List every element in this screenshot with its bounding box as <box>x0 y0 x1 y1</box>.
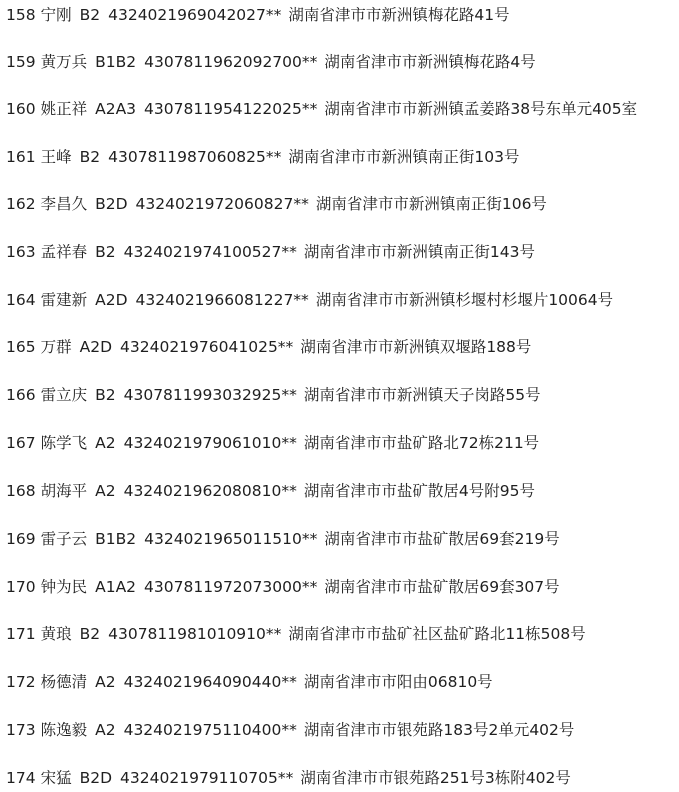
record-address: 湖南省津市市新洲镇南正街103号 <box>288 148 520 166</box>
record-number: 174 <box>6 769 36 787</box>
record-license: B2 <box>95 243 116 261</box>
record-number: 171 <box>6 625 36 643</box>
record-license: A2 <box>95 482 116 500</box>
record-number: 158 <box>6 6 36 24</box>
record-number: 169 <box>6 530 36 548</box>
record-license: B2 <box>79 6 101 24</box>
record-number: 173 <box>6 721 36 739</box>
list-item <box>6 766 571 790</box>
record-address: 湖南省津市市盐矿散居69套307号 <box>324 578 560 596</box>
record-number: 166 <box>6 386 36 404</box>
record-name: 杨德清 <box>40 673 88 691</box>
record-license: A2D <box>95 291 128 309</box>
record-address: 湖南省津市市新洲镇双堰路188号 <box>300 338 532 356</box>
record-name: 孟祥春 <box>40 243 88 261</box>
record-address: 湖南省津市市新洲镇杉堰村杉堰片10064号 <box>315 291 614 309</box>
record-number: 167 <box>6 434 36 452</box>
record-number: 172 <box>6 673 36 691</box>
record-license: B2D <box>79 769 113 787</box>
list-item <box>6 622 586 646</box>
record-number: 165 <box>6 338 36 356</box>
record-name: 钟为民 <box>40 578 88 596</box>
record-name: 雷子云 <box>40 530 88 548</box>
record-license: B2 <box>95 386 116 404</box>
record-license: A2 <box>95 721 116 739</box>
record-address: 湖南省津市市新洲镇梅花路41号 <box>288 6 510 24</box>
record-address: 湖南省津市市阳由06810号 <box>303 673 493 691</box>
record-id: 4324021962080810** <box>123 482 297 500</box>
record-id: 4307811987060825** <box>108 148 282 166</box>
record-number: 159 <box>6 53 36 71</box>
list-item <box>6 575 560 599</box>
record-id: 4307811962092700** <box>144 53 318 71</box>
record-id: 4324021979110705** <box>120 769 294 787</box>
record-id: 4324021972060827** <box>135 195 309 213</box>
list-item <box>6 431 539 455</box>
record-address: 湖南省津市市盐矿散居4号附95号 <box>303 482 535 500</box>
record-license: B1B2 <box>95 530 137 548</box>
record-name: 雷建新 <box>40 291 88 309</box>
record-address: 湖南省津市市新洲镇南正街143号 <box>303 243 535 261</box>
list-item <box>6 670 493 694</box>
record-id: 4307811981010910** <box>108 625 282 643</box>
list-item <box>6 527 560 551</box>
record-address: 湖南省津市市新洲镇梅花路4号 <box>324 53 536 71</box>
record-name: 胡海平 <box>40 482 88 500</box>
record-license: B1B2 <box>95 53 137 71</box>
record-number: 163 <box>6 243 36 261</box>
list-item <box>6 718 574 742</box>
list-item <box>6 383 541 407</box>
record-id: 4324021965011510** <box>144 530 318 548</box>
record-name: 宋猛 <box>40 769 72 787</box>
list-item <box>6 50 536 74</box>
record-address: 湖南省津市市盐矿散居69套219号 <box>324 530 560 548</box>
record-license: A2 <box>95 673 116 691</box>
record-id: 4324021969042027** <box>108 6 282 24</box>
record-address: 湖南省津市市盐矿社区盐矿路北11栋508号 <box>288 625 586 643</box>
record-address: 湖南省津市市新洲镇天子岗路55号 <box>303 386 541 404</box>
record-id: 4324021966081227** <box>135 291 309 309</box>
record-address: 湖南省津市市银苑路183号2单元402号 <box>303 721 575 739</box>
list-item <box>6 145 520 169</box>
record-number: 170 <box>6 578 36 596</box>
record-address: 湖南省津市市盐矿路北72栋211号 <box>303 434 540 452</box>
record-name: 黄万兵 <box>40 53 88 71</box>
record-license: B2 <box>79 148 101 166</box>
record-number: 168 <box>6 482 36 500</box>
record-name: 陈逸毅 <box>40 721 88 739</box>
record-license: A1A2 <box>95 578 137 596</box>
record-license: B2D <box>95 195 128 213</box>
record-id: 4324021976041025** <box>120 338 294 356</box>
record-license: B2 <box>79 625 101 643</box>
record-id: 4324021975110400** <box>123 721 297 739</box>
record-name: 黄琅 <box>40 625 72 643</box>
record-address: 湖南省津市市新洲镇孟姜路38号东单元405室 <box>324 100 638 118</box>
record-id: 4307811972073000** <box>144 578 318 596</box>
list-item <box>6 479 535 503</box>
list-item <box>6 192 547 216</box>
record-name: 宁刚 <box>40 6 72 24</box>
record-id: 4307811954122025** <box>144 100 318 118</box>
record-number: 164 <box>6 291 36 309</box>
record-name: 陈学飞 <box>40 434 88 452</box>
list-item <box>6 240 535 264</box>
record-license: A2 <box>95 434 116 452</box>
record-name: 万群 <box>40 338 72 356</box>
record-address: 湖南省津市市新洲镇南正街106号 <box>315 195 547 213</box>
record-license: A2D <box>79 338 113 356</box>
record-name: 李昌久 <box>40 195 88 213</box>
record-id: 4307811993032925** <box>123 386 297 404</box>
record-id: 4324021974100527** <box>123 243 297 261</box>
list-item <box>6 3 510 27</box>
list-item <box>6 97 637 121</box>
list-item <box>6 288 613 312</box>
record-id: 4324021979061010** <box>123 434 297 452</box>
record-name: 雷立庆 <box>40 386 88 404</box>
record-number: 162 <box>6 195 36 213</box>
list-item <box>6 335 531 359</box>
record-number: 160 <box>6 100 36 118</box>
record-name: 王峰 <box>40 148 72 166</box>
record-name: 姚正祥 <box>40 100 88 118</box>
record-license: A2A3 <box>95 100 137 118</box>
record-number: 161 <box>6 148 36 166</box>
record-address: 湖南省津市市银苑路251号3栋附402号 <box>300 769 571 787</box>
record-id: 4324021964090440** <box>123 673 297 691</box>
